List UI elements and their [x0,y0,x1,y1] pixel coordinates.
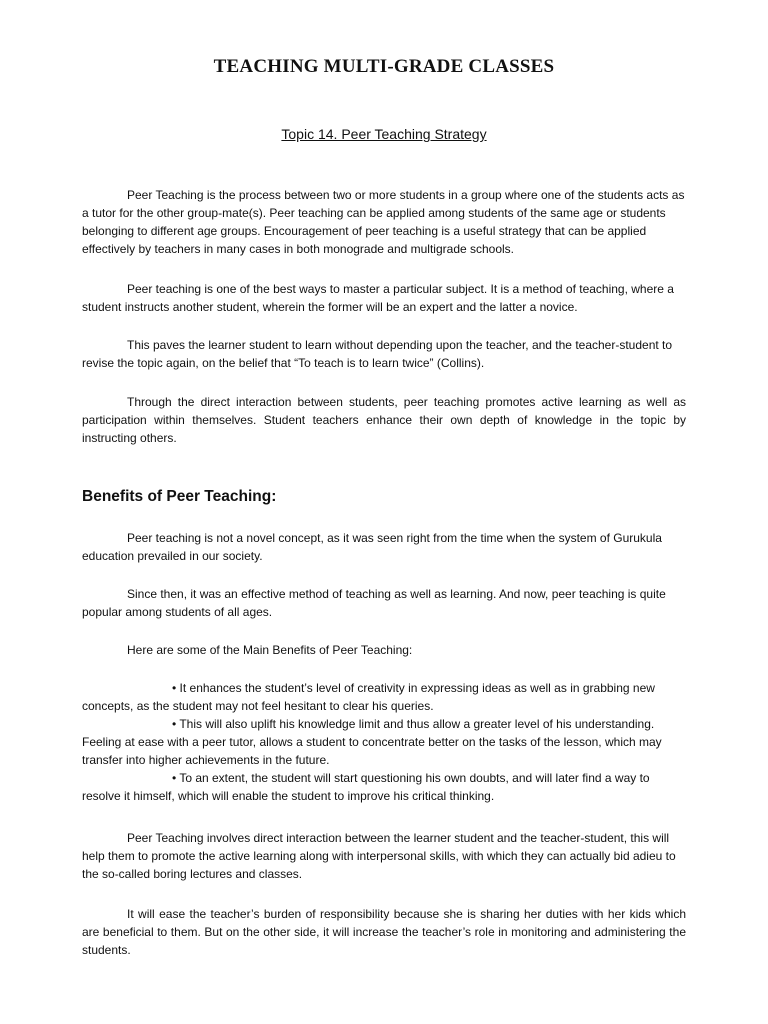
topic-title: Topic 14. Peer Teaching Strategy [281,126,487,142]
benefits-heading: Benefits of Peer Teaching: [82,488,277,505]
document-title: TEACHING MULTI-GRADE CLASSES [213,56,555,77]
benefits-paragraph-3: Here are some of the Main Benefits of Peer Teaching: [127,643,413,657]
benefits-paragraph-2: Since then, it was an effective method of teaching as well as learning. And now, peer teaching is quite popular among students of all ages. [82,587,666,619]
benefits-paragraph-1: Peer teaching is not a novel concept, as it was seen right from the time when the system of Gurukula education prevailed in our society. [82,531,662,563]
intro-paragraph-2: Peer teaching is one of the best ways to master a particular subject. It is a method of teaching, where a student instructs another student, wherein the former will be an expert and the latter a novice. [82,282,674,314]
benefits-list [82,679,686,805]
closing-paragraph-2: It will ease the teacher’s burden of responsibility because she is sharing her duties with her kids which are beneficial to them. But on the other side, it will increase the teacher’s role in monitoring and administering the students. [82,907,686,957]
intro-paragraph-4: Through the direct interaction between students, peer teaching promotes active learning as well as participation within themselves. Student teachers enhance their own depth of knowledge in the topic by instructing others. [82,395,686,445]
list-item: • This will also uplift his knowledge limit and thus allow a greater level of his understanding. Feeling at ease with a peer tutor, allows a student to concentrate better on the tasks of the lesson, which may transfer into higher achievements in the future. [82,717,662,767]
list-item: • It enhances the student’s level of creativity in expressing ideas as well as in grabbing new concepts, as the student may not feel hesitant to clear his queries. [82,681,655,713]
intro-paragraph-3: This paves the learner student to learn without depending upon the teacher, and the teacher-student to revise the topic again, on the belief that “To teach is to learn twice” (Collins). [82,338,673,370]
list-item: • To an extent, the student will start questioning his own doubts, and will later find a way to resolve it himself, which will enable the student to improve his critical thinking. [82,771,650,803]
closing-paragraph-1: Peer Teaching involves direct interaction between the learner student and the teacher-student, this will help them to promote the active learning along with interpersonal skills, with which they can actually bid adieu to the so-called boring lectures and classes. [82,831,676,881]
intro-paragraph-1: Peer Teaching is the process between two or more students in a group where one of the students acts as a tutor for the other group-mate(s). Peer teaching can be applied among students of the same age or students belonging to different age groups. Encouragement of peer teaching is a useful strategy that can be applied effectively by teachers in many cases in both monograde and multigrade schools. [82,188,685,256]
